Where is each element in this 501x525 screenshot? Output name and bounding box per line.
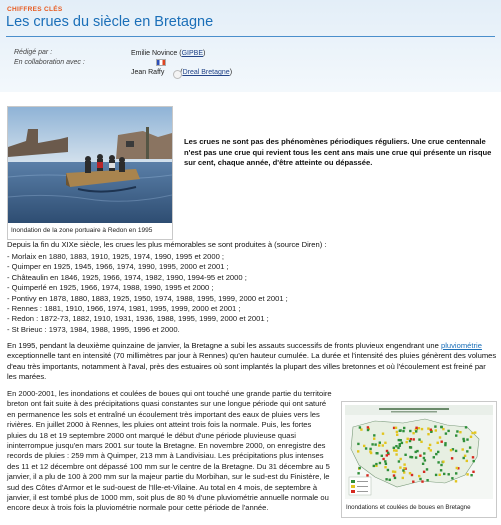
list-item: - Morlaix en 1880, 1883, 1910, 1925, 1974, 1990, 1995 et 2000 ; — [7, 252, 225, 261]
pluviometrie-link[interactable]: pluviométrie — [440, 341, 482, 350]
collab-credit: Jean Raffy Dreal Bretagne) — [131, 69, 233, 76]
paragraph-1995 — [7, 341, 497, 383]
list-item: - Pontivy en 1878, 1880, 1883, 1925, 1950, 1974, 1988, 1995, 1999, 2000 et 2001 ; — [7, 293, 288, 303]
list-item: - Quimperlé en 1925, 1966, 1974, 1988, 1990, 1995 et 2000 ; — [7, 283, 214, 293]
list-item: - St Brieuc : 1973, 1984, 1988, 1995, 1996 et 2000. — [7, 324, 180, 334]
p1995-before: En 1995, pendant la deuxième quinzaine de janvier, la Bretagne a subi les assauts successifs de fronts pluvieux engendrant une — [7, 341, 441, 350]
header-band — [0, 0, 501, 92]
intro-text: Depuis la fin du XIXe siècle, les crues les plus mémorables se sont produites à (source Diren) : — [7, 240, 327, 249]
paragraph-2000: En 2000-2001, les inondations et coulées de boues qui ont touché une grande partie du territoire breton ont fait suite à des précipitations quasi constantes sur une longue période qui ont saturé en permanence les sols et entraîné un écoulement très important des eaux de pluies vers les rivières. En juillet 2000 à Rennes, les pluies ont atteint trois fois la normale. Puis, les fortes pluies du 18 et 19 septembre 2000 ont marqué le début d'une période pluvieuse quasi ininterrompue jusqu'en mars 2001 sur toute la Bretagne. En novembre 2000, on enregistre des records de pluies : 259 mm à Quimper, 213 mm à Landivisiau. Les précipitations plus intenses des 11 et 12 décembre ont dépassé 100 mm sur le centre de la Bretagne. Du 31 décembre au 5 janvier, il a plu de 100 à 200 mm sur la majeur partie du Morbihan, sur le sud-est du Finistère, le sud des Côtes d'Armor et le sud-ouest de l'Ille-et-Vilaine. Au total en 4 mois, de septembre à janvier, il est tombé plus de 1000 mm, soit plus de 80 % d'une pluviométrie annuelle normale ou encore deux à trois fois la pluviométrie normale pour cette période de l'année. — [7, 389, 332, 513]
map-caption: Inondations et coulées de boues en Bretagne — [346, 504, 471, 511]
french-flag-icon — [156, 59, 166, 66]
author-credit: Emilie Novince (GIPBE) — [131, 50, 206, 57]
flood-list — [7, 252, 487, 335]
section-kicker: CHIFFRES CLÉS — [7, 6, 63, 13]
map-figure — [341, 401, 497, 518]
collab-name: Jean Raffy — [131, 69, 165, 76]
lead-paragraph: Les crues ne sont pas des phénomènes périodiques réguliers. Une crue centennale n'est pas une crue qui revient tous les cent ans mais une crue qui présente un risque sur cent, chaque année, d'être atteinte ou dépassée. — [184, 137, 492, 167]
collab-label: En collaboration avec : — [14, 59, 85, 66]
profile-icon — [173, 70, 182, 79]
list-item: - Redon : 1872-73, 1882, 1910, 1931, 1936, 1988, 1995, 1999, 2000 et 2001 ; — [7, 314, 269, 324]
intro-paragraph — [7, 240, 497, 250]
author-org-link[interactable]: GIPBE — [181, 50, 203, 57]
written-by-label: Rédigé par : — [14, 49, 53, 56]
page-title: Les crues du siècle en Bretagne — [6, 14, 214, 30]
collab-org-link[interactable]: Dreal Bretagne — [182, 69, 230, 76]
brittany-flood-map — [345, 405, 493, 499]
photo-caption: Inondation de la zone portuaire à Redon en 1995 — [11, 227, 153, 234]
list-item: - Quimper en 1925, 1945, 1966, 1974, 1990, 1995, 2000 et 2001 ; — [7, 262, 229, 272]
list-item: - Châteaulin en 1846, 1925, 1966, 1974, 1982, 1990, 1994-95 et 2000 ; — [7, 272, 247, 282]
list-item: - Rennes : 1881, 1910, 1966, 1974, 1981, 1995, 1999, 2000 et 2001 ; — [7, 304, 241, 314]
p1995-after: exceptionnelle tant en intensité (70 millimètres par jour à Rennes) qu'en hauteur cumulée. La durée et l'intensité des pluies génèrent des volumes d'eau très importants, notamment à l'aval, près des estuaires où sont implantés la plupart des villes bretonnes et où l'écoulement est freiné par les marées. — [7, 351, 497, 382]
author-name: Emilie Novince — [131, 50, 178, 57]
photo-figure — [7, 106, 173, 240]
title-divider — [6, 36, 495, 37]
flood-photo — [8, 107, 172, 223]
